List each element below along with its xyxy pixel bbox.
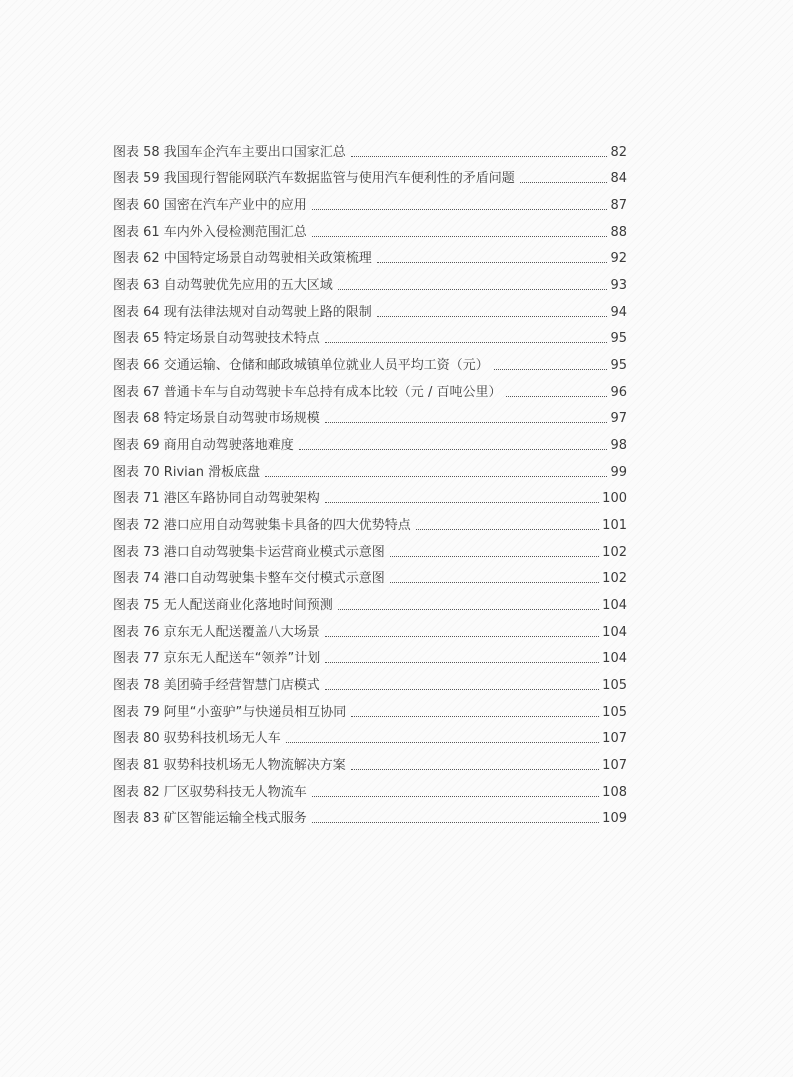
toc-entry-title: 图表 66 交通运输、仓储和邮政城镇单位就业人员平均工资（元） (113, 358, 489, 374)
toc-entry[interactable] (113, 429, 627, 456)
toc-entry-page: 100 (602, 491, 627, 507)
toc-entry-title: 图表 71 港区车路协同自动驾驶架构 (113, 491, 320, 507)
toc-entry[interactable] (113, 509, 627, 536)
toc-entry[interactable] (113, 616, 627, 643)
toc-entry[interactable] (113, 696, 627, 723)
toc-entry-title: 图表 78 美团骑手经营智慧门店模式 (113, 678, 320, 694)
toc-entry-title: 图表 69 商用自动驾驶落地难度 (113, 438, 294, 454)
toc-entry-page: 107 (602, 758, 627, 774)
toc-entry[interactable] (113, 163, 627, 190)
toc-entry-page: 96 (610, 384, 627, 400)
dot-leader (286, 742, 599, 743)
toc-entry[interactable] (113, 776, 627, 803)
toc-entry-title: 图表 77 京东无人配送车“领养”计划 (113, 651, 321, 667)
toc-entry-title: 图表 70 Rivian 滑板底盘 (113, 464, 261, 480)
dot-leader (377, 316, 608, 317)
toc-entry[interactable] (113, 349, 627, 376)
toc-entry-title: 图表 63 自动驾驶优先应用的五大区域 (113, 278, 333, 294)
toc-entry[interactable] (113, 669, 627, 696)
toc-entry[interactable] (113, 323, 627, 350)
toc-entry-title: 图表 65 特定场景自动驾驶技术特点 (113, 331, 320, 347)
toc-entry-page: 102 (602, 544, 627, 560)
toc-entry[interactable] (113, 243, 627, 270)
toc-entry-page: 108 (602, 784, 627, 800)
toc-entry[interactable] (113, 803, 627, 830)
toc-entry-page: 87 (610, 198, 627, 214)
dot-leader (312, 209, 608, 210)
dot-leader (506, 396, 607, 397)
toc-entry[interactable] (113, 376, 627, 403)
toc-entry-title: 图表 61 车内外入侵检测范围汇总 (113, 224, 307, 240)
toc-entry-title: 图表 59 我国现行智能网联汽车数据监管与使用汽车便利性的矛盾问题 (113, 171, 515, 187)
toc-entry-title: 图表 75 无人配送商业化落地时间预测 (113, 598, 333, 614)
toc-entry-title: 图表 68 特定场景自动驾驶市场规模 (113, 411, 320, 427)
dot-leader (325, 422, 608, 423)
dot-leader (351, 156, 608, 157)
toc-entry[interactable] (113, 403, 627, 430)
toc-entry-page: 104 (602, 651, 627, 667)
toc-entry-page: 105 (602, 678, 627, 694)
dot-leader (351, 716, 599, 717)
toc-entry-title: 图表 60 国密在汽车产业中的应用 (113, 198, 307, 214)
dot-leader (390, 582, 599, 583)
toc-entry-page: 82 (610, 144, 627, 160)
dot-leader (265, 476, 607, 477)
toc-entry-page: 88 (610, 224, 627, 240)
toc-entry-title: 图表 73 港口自动驾驶集卡运营商业模式示意图 (113, 544, 385, 560)
toc-entry-page: 98 (610, 438, 627, 454)
toc-entry[interactable] (113, 483, 627, 510)
toc-entry[interactable] (113, 723, 627, 750)
toc-entry[interactable] (113, 589, 627, 616)
toc-entry[interactable] (113, 216, 627, 243)
toc-entry-page: 97 (610, 411, 627, 427)
toc-entry-title: 图表 82 厂区驭势科技无人物流车 (113, 784, 307, 800)
toc-entry[interactable] (113, 563, 627, 590)
toc-entry[interactable] (113, 643, 627, 670)
toc-entry-page: 84 (610, 171, 627, 187)
toc-entry-title: 图表 72 港口应用自动驾驶集卡具备的四大优势特点 (113, 518, 411, 534)
dot-leader (325, 636, 599, 637)
toc-entry-page: 94 (610, 304, 627, 320)
toc-entry-page: 92 (610, 251, 627, 267)
toc-entry-title: 图表 80 驭势科技机场无人车 (113, 731, 281, 747)
toc-entry-page: 93 (610, 278, 627, 294)
toc-entry-title: 图表 79 阿里“小蛮驴”与快递员相互协同 (113, 704, 347, 720)
toc-entry-page: 102 (602, 571, 627, 587)
toc-entry[interactable] (113, 536, 627, 563)
list-of-figures (113, 136, 627, 829)
toc-entry[interactable] (113, 296, 627, 323)
toc-entry-page: 109 (602, 811, 627, 827)
dot-leader (520, 182, 608, 183)
toc-entry-title: 图表 58 我国车企汽车主要出口国家汇总 (113, 144, 346, 160)
toc-entry-title: 图表 83 矿区智能运输全栈式服务 (113, 811, 307, 827)
dot-leader (312, 822, 599, 823)
dot-leader (416, 529, 599, 530)
toc-entry-title: 图表 81 驭势科技机场无人物流解决方案 (113, 758, 346, 774)
toc-entry-page: 107 (602, 731, 627, 747)
dot-leader (325, 662, 599, 663)
toc-entry-page: 99 (610, 464, 627, 480)
dot-leader (338, 609, 599, 610)
dot-leader (325, 689, 599, 690)
toc-entry-title: 图表 74 港口自动驾驶集卡整车交付模式示意图 (113, 571, 385, 587)
dot-leader (377, 262, 608, 263)
dot-leader (325, 502, 599, 503)
toc-entry-page: 95 (610, 331, 627, 347)
toc-entry[interactable] (113, 269, 627, 296)
toc-entry-title: 图表 64 现有法律法规对自动驾驶上路的限制 (113, 304, 372, 320)
toc-entry-title: 图表 62 中国特定场景自动驾驶相关政策梳理 (113, 251, 372, 267)
toc-entry-page: 95 (610, 358, 627, 374)
toc-entry[interactable] (113, 456, 627, 483)
toc-entry[interactable] (113, 189, 627, 216)
dot-leader (390, 556, 599, 557)
dot-leader (351, 769, 599, 770)
toc-entry-page: 104 (602, 598, 627, 614)
toc-entry-page: 104 (602, 624, 627, 640)
dot-leader (312, 236, 608, 237)
toc-entry[interactable] (113, 749, 627, 776)
dot-leader (494, 369, 608, 370)
toc-entry[interactable] (113, 136, 627, 163)
toc-entry-title: 图表 76 京东无人配送覆盖八大场景 (113, 624, 320, 640)
toc-entry-page: 105 (602, 704, 627, 720)
dot-leader (312, 796, 599, 797)
dot-leader (325, 342, 608, 343)
dot-leader (299, 449, 608, 450)
dot-leader (338, 289, 608, 290)
toc-entry-page: 101 (602, 518, 627, 534)
toc-entry-title: 图表 67 普通卡车与自动驾驶卡车总持有成本比较（元 / 百吨公里） (113, 384, 502, 400)
